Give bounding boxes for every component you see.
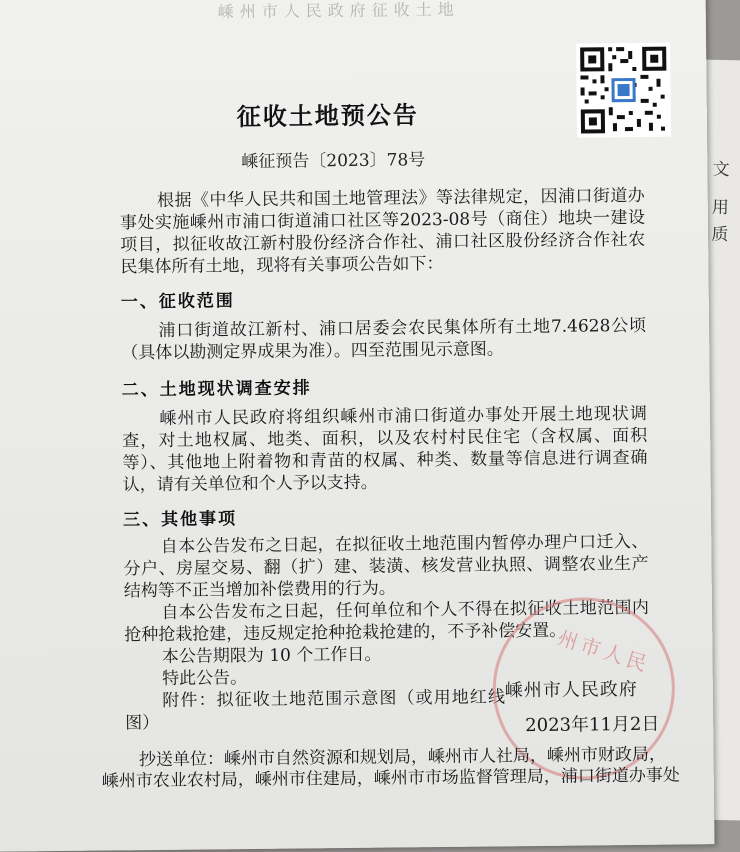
section-heading: 二、土地现状调查安排 [121, 378, 312, 401]
back-page-char: 用 [711, 197, 730, 219]
section-paragraph: 自本公告发布之日起，任何单位和个人不得在拟征收土地范围内抢种抢栽抢建，违反规定抢种抢栽抢建的，不予补偿安置。 [124, 597, 650, 646]
section-paragraph: 本公告期限为 10 个工作日。 [161, 644, 382, 667]
section-paragraph: 特此公告。 [162, 668, 248, 689]
document-number: 嵊征预告〔2023〕78号 [241, 150, 426, 173]
section-paragraph: 自本公告发布之日起，在拟征收土地范围内暂停办理户口迁入、分户、房屋交易、翻（扩）建、装潢、核发营业执照、调整农业生产结构等不正当增加补偿费用的行为。 [123, 531, 649, 602]
section-paragraph: 嵊州市人民政府将组织嵊州市浦口街道办事处开展土地现状调查，对土地权属、地类、面积，以及农村村民住宅（含权属、面积等）、其他地上附着物和青苗的权属、种类、数量等信息进行调查确认，请有关单位和个人予以支持。 [122, 403, 648, 496]
section-paragraph: 浦口街道故江新村、浦口居委会农民集体所有土地7.4628公顷（具体以勘测定界成果为准）。四至范围见示意图。 [121, 315, 647, 364]
issuer-name: 嵊州市人民政府 [504, 678, 638, 702]
seal-lettering: 州市人民 [554, 625, 654, 678]
cc-recipients: 抄送单位：嵊州市自然资源和规划局，嵊州市人社局，嵊州市财政局，嵊州市农业农村局，嵊州市住建局，嵊州市市场监督管理局，浦口街道办事处 [101, 744, 680, 792]
attachment-line: 附件：拟征收土地范围示意图（或用地红线图） [125, 687, 506, 734]
section-heading: 三、其他事项 [122, 509, 238, 531]
notice-title: 征收土地预公告 [236, 101, 419, 132]
back-page-char: 文 [712, 159, 730, 181]
top-faint-text: 嵊州市人民政府征收土地 [217, 0, 460, 22]
back-page-char: 质 [711, 224, 729, 246]
intro-paragraph: 根据《中华人民共和国土地管理法》等法律规定，因浦口街道办事处实施嵊州市浦口街道浦口社区等2023-08号（商住）地块一建设项目，拟征收故江新村股份经济合作社、浦口社区股份经济合作社农民集体所有土地，现将有关事项公告如下： [119, 185, 646, 278]
section-heading: 一、征收范围 [120, 291, 235, 313]
issue-date: 2023年11月2日 [525, 713, 660, 737]
